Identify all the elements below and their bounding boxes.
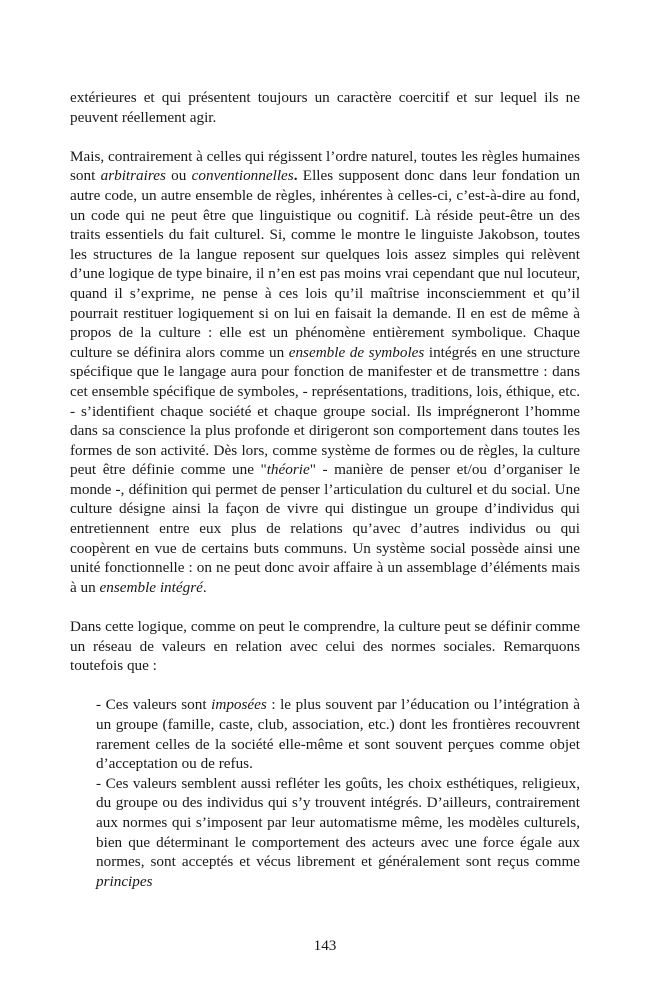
plain-text: Mais, contrairement à celles qui régissent l’ordre naturel, toutes les règles humaines sont: [70, 147, 580, 185]
plain-text: Dans cette logique, comme on peut le comprendre, la culture peut se définir comme un réseau de valeurs en relation avec celui des normes sociales. Remarquons toutefois que :: [70, 618, 580, 675]
emphasis-text: ensemble intégré: [99, 578, 203, 596]
emphasis-text: arbitraires: [100, 167, 166, 185]
paragraph-3: [70, 617, 580, 676]
plain-text: - Ces valeurs sont: [96, 696, 212, 714]
bold-text: .: [293, 167, 298, 185]
plain-text: ou: [165, 167, 192, 185]
emphasis-text: imposées: [211, 696, 267, 714]
plain-text: intégrés en une structure spécifique que le langage aura pour fonction de manifester et de transmettre : dans cet ensemble spécifique de symboles, - représentations, traditions, lois, éthique, etc. - s’identifient chaque société et chaque groupe social. Ils imprégneront l’homme dans sa conscience la plus profonde et dirigeront son comportement dans toutes les formes de son activité. Dès lors, comme système de formes ou de règles, la culture peut être définie comme une ": [70, 343, 580, 479]
emphasis-text: conventionnelles: [191, 167, 294, 185]
plain-text: extérieures et qui présentent toujours un caractère coercitif et sur lequel ils ne peuvent réellement agir.: [70, 89, 580, 126]
indented-list-block: [70, 695, 580, 891]
plain-text: .: [202, 578, 207, 596]
list-item-1: [96, 695, 580, 773]
emphasis-text: principes: [96, 872, 153, 890]
emphasis-text: théorie: [266, 461, 310, 479]
paragraph-2: [70, 147, 580, 598]
paragraph-1: [70, 88, 580, 127]
plain-text: : le plus souvent par l’éducation ou l’intégration à un groupe (famille, caste, club, association, etc.) dont les frontières recouvrent rarement celles de la société elle-même et sont souvent perçues comme objet d’acceptation ou de refus.: [96, 696, 580, 773]
emphasis-text: ensemble de symboles: [288, 343, 425, 361]
plain-text: - Ces valeurs semblent aussi refléter les goûts, les choix esthétiques, religieux, du groupe ou des individus qui s’y trouvent intégrés. D’ailleurs, contrairement aux normes qui s’imposent par leur automatisme même, les modèles culturels, bien que déterminant le comportement des acteurs avec une force égale aux normes, sont acceptés et vécus librement et généralement sont reçus comme: [96, 774, 580, 871]
plain-text: " - manière de penser et/ou d’organiser le monde -, définition qui permet de penser l’articulation du culturel et du social. Une culture désigne ainsi la façon de vivre qui distingue un groupe d’individus qui entretiennent entre eux plus de relations qu’avec d’autres individus ou qui coopèrent en vue de certains buts communs. Un système social possède ainsi une unité fonctionnelle : on ne peut donc avoir affaire à un assemblage d’éléments mais à un: [70, 461, 580, 596]
page-body-text: [70, 88, 580, 891]
page-number: 143: [313, 937, 337, 954]
list-item-2: [96, 774, 580, 892]
plain-text: Elles supposent donc dans leur fondation un autre code, un autre ensemble de règles, inhérentes à celles-ci, c’est-à-dire au fond, un code qui ne peut être que linguistique ou cognitif. Là réside peut-être un des traits essentiels du fait culturel. Si, comme le montre le linguiste Jakobson, toutes les structures de la langue reposent sur quelques lois assez simples qui relèvent d’une logique de type binaire, il n’en est pas moins vrai cependant que nul locuteur, quand il s’exprime, ne pense à ces lois qu’il maîtrise inconsciemment et qu’il pourrait restituer logiquement si on lui en faisait la demande. Il en est de même à propos de la culture : elle est un phénomène entièrement symbolique. Chaque culture se définira alors comme un: [70, 167, 580, 361]
